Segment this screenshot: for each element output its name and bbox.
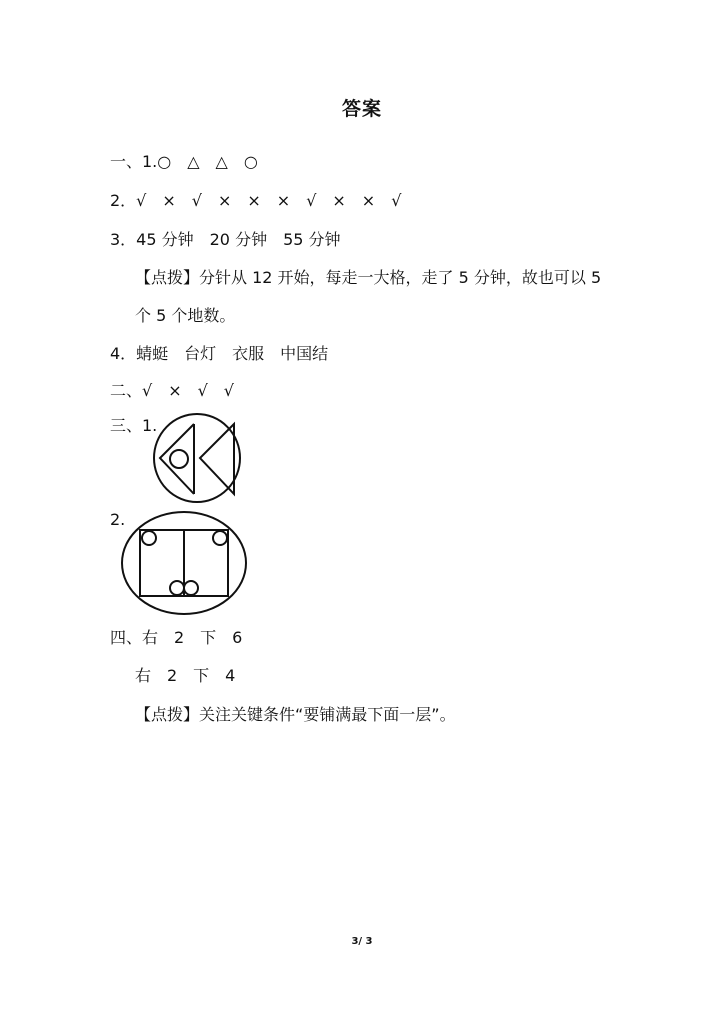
answer-section-1-q1: 一、1.○ △ △ ○ xyxy=(110,152,258,171)
answer-section-2: 二、√ × √ √ xyxy=(110,381,234,400)
answer-section-4-line1: 四、右 2 下 6 xyxy=(110,628,243,647)
hint-q3-line2: 个 5 个地数。 xyxy=(135,306,236,325)
answer-section-3-q2-label: 2. xyxy=(110,510,126,529)
hint-q3-line1: 【点拨】分针从 12 开始，每走一大格，走了 5 分钟，故也可以 5 xyxy=(135,268,602,287)
hint-section-4: 【点拨】关注关键条件“要铺满最下面一层”。 xyxy=(135,705,456,724)
figure-circle-triangles xyxy=(150,412,246,504)
answer-section-4-line2: 右 2 下 4 xyxy=(135,666,236,685)
answer-q3: 3．45 分钟 20 分钟 55 分钟 xyxy=(110,230,341,249)
answer-q4: 4．蜻蜓 台灯 衣服 中国结 xyxy=(110,344,329,363)
answer-q2: 2．√ × √ × × × √ × × √ xyxy=(110,191,402,210)
figure-ellipse-rectangle xyxy=(118,508,250,618)
page-number: 3/ 3 xyxy=(351,936,373,947)
answer-section-3-q1-label: 三、1. xyxy=(110,416,158,435)
page-title: 答案 xyxy=(341,98,382,120)
